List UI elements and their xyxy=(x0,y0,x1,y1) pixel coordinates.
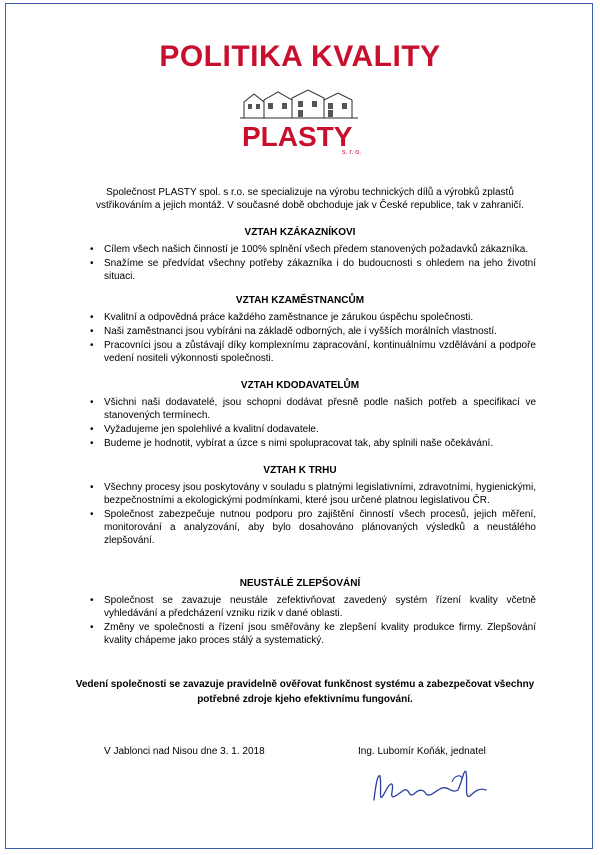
list-item: • Společnost se zavazuje neustále zefektivňovat zavedený systém řízení kvality včetně vyhledávání a předcházení vzniku rizik v dané oblasti. xyxy=(104,594,536,620)
list-item: • Změny ve společnosti a řízení jsou směřovány ke zlepšení kvality produkce firmy. Zlepšování kvality chápeme jako proces stálý a systematický. xyxy=(104,621,536,647)
list-item: • Snažíme se předvídat všechny potřeby zákazníka i do budoucnosti s ohledem na jeho životní situaci. xyxy=(104,257,536,283)
list-item: • Cílem všech našich činností je 100% splnění všech předem stanovených požadavků zákazníka. xyxy=(104,243,536,256)
list-item: • Společnost zabezpečuje nutnou podporu pro zajištění činností všech procesů, jejich měření, monitorování a analyzování, aby bylo dosahováno plánovaných výsledků a neustálého zlepšování. xyxy=(104,508,536,547)
section-customer xyxy=(0,226,600,284)
section-heading: NEUSTÁLÉ ZLEPŠOVÁNÍ xyxy=(239,578,361,589)
list-item: • Pracovníci jsou a zůstávají díky komplexnímu zapracování, kontinuálnímu vzdělávání a podpoře vedení nositeli výkonnosti společnosti. xyxy=(104,339,536,365)
place-date: V Jablonci nad Nisou dne 3. 1. 2018 xyxy=(104,746,265,757)
list-item: • Budeme je hodnotit, vybírat a úzce s nimi spolupracovat tak, aby splnili naše očekávání. xyxy=(104,437,536,450)
company-logo xyxy=(238,88,374,160)
signature-scribble-icon xyxy=(368,760,498,815)
signer-name: Ing. Lubomír Koňák, jednatel xyxy=(358,746,486,757)
list-item: • Všechny procesy jsou poskytovány v souladu s platnými legislativními, zdravotními, hygienickými, bezpečnostními a ekologickými podmínkami, které jsou určené platnou legislativou ČR. xyxy=(104,481,536,507)
section-suppliers xyxy=(0,379,600,451)
section-market xyxy=(0,464,600,548)
list-item: • Naši zaměstnanci jsou vybíráni na základě odborných, ale i vyšších morálních vlastností. xyxy=(104,325,536,338)
page-title: POLITIKA KVALITY xyxy=(159,40,441,73)
logo-houses-icon xyxy=(238,88,374,160)
section-improvement xyxy=(0,577,600,648)
intro-text: Společnost PLASTY spol. s r.o. se specializuje na výrobu technických dílů a výrobků zplastů vstřikováním a jejich montáž. V současné době obchoduje jak v České republice, tak v zahraničí. xyxy=(96,187,524,211)
logo-suffix: s. r. o. xyxy=(342,149,362,156)
closing-statement: Vedení společnosti se zavazuje pravidelně ověřovat funkčnost systému a zabezpečovat všechny potřebné zdroje kjeho efektivnímu fungování. xyxy=(75,679,535,705)
section-heading: VZTAH KZÁKAZNÍKOVI xyxy=(244,227,356,238)
list-item: • Kvalitní a odpovědná práce každého zaměstnance je zárukou úspěchu společnosti. xyxy=(104,311,536,324)
list-item: • Vyžadujeme jen spolehlivé a kvalitní dodavatele. xyxy=(104,423,536,436)
signature xyxy=(368,760,498,815)
section-heading: VZTAH K TRHU xyxy=(263,465,337,476)
section-employees xyxy=(0,294,600,366)
list-item: • Všichni naši dodavatelé, jsou schopni dodávat přesně podle našich potřeb a specifikací ve stanovených termínech. xyxy=(104,396,536,422)
section-heading: VZTAH KDODAVATELŮM xyxy=(240,380,360,391)
logo-brand: PLASTY xyxy=(242,121,353,152)
section-heading: VZTAH KZAMĚSTNANCŮM xyxy=(235,295,365,306)
